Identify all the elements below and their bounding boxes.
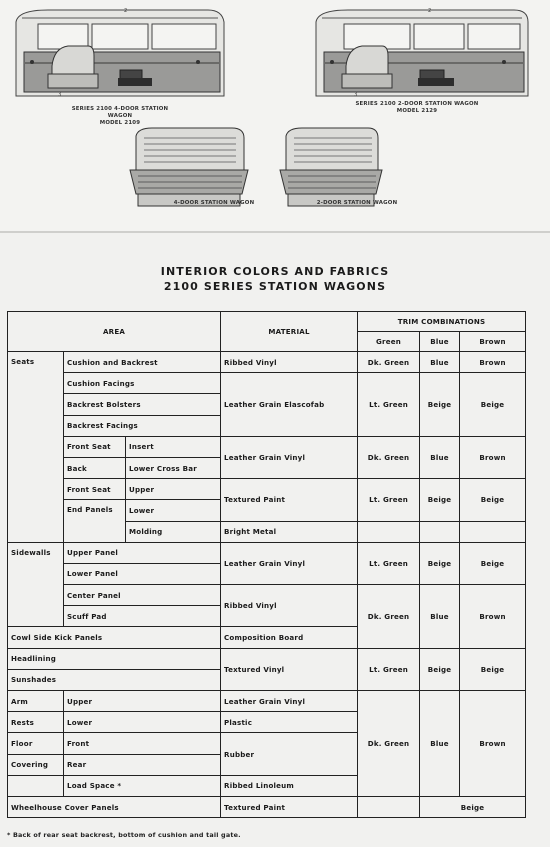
area-arm: Arm [8, 691, 64, 712]
area-sunshades: Sunshades [8, 669, 221, 690]
area-front-seat: Front Seat [64, 436, 126, 457]
area-arm-lower: Lower [64, 712, 221, 733]
material-cell: Leather Grain Elascofab [221, 373, 358, 437]
table-row [8, 352, 526, 373]
section-divider [0, 231, 550, 233]
material-cell: Textured Paint [221, 479, 358, 521]
seat-4door-caption: 4-DOOR STATION WAGON [173, 200, 255, 206]
trim-brown: Beige [460, 542, 526, 584]
header-material: MATERIAL [221, 312, 358, 352]
area-rests: Rests [8, 712, 64, 733]
title-line1: INTERIOR COLORS AND FABRICS [160, 265, 390, 278]
trim-blue: Beige [420, 648, 460, 690]
material-cell: Bright Metal [221, 521, 358, 542]
area-end-panels: End Panels [64, 500, 126, 542]
header-green: Green [358, 332, 420, 352]
material-cell: Ribbed Vinyl [221, 352, 358, 373]
area-insert: Insert [126, 436, 221, 457]
area-cowl-side-kick-panels: Cowl Side Kick Panels [8, 627, 221, 648]
trim-blue: Beige [420, 373, 460, 437]
trim-brown [460, 521, 526, 542]
svg-text:3: 3 [354, 92, 358, 98]
header-blue: Blue [420, 332, 460, 352]
trim-green: Dk. Green [358, 691, 420, 797]
trim-green: Lt. Green [358, 373, 420, 437]
area-headlining: Headlining [8, 648, 221, 669]
table-header-row [8, 312, 526, 332]
area-cushion-facings: Cushion Facings [64, 373, 221, 394]
area-arm-upper: Upper [64, 691, 221, 712]
trim-green: Lt. Green [358, 479, 420, 521]
material-cell: Textured Paint [221, 796, 358, 817]
interior-colors-table [7, 311, 526, 818]
area-cushion-backrest: Cushion and Backrest [64, 352, 221, 373]
table-row [8, 436, 526, 457]
material-cell: Leather Grain Vinyl [221, 436, 358, 478]
area-backrest-facings: Backrest Facings [64, 415, 221, 436]
table-row [8, 585, 526, 606]
trim-brown: Brown [460, 585, 526, 649]
trim-green: Dk. Green [358, 352, 420, 373]
wagon-4door-illustration [8, 4, 230, 104]
table-row [8, 542, 526, 563]
wagon-2door-caption-line1: SERIES 2100 2-DOOR STATION WAGON [355, 101, 479, 107]
trim-green: Lt. Green [358, 648, 420, 690]
svg-text:3: 3 [58, 92, 62, 98]
wagon-2door-caption-line2: MODEL 2129 [396, 108, 438, 114]
title-line2: 2100 SERIES STATION WAGONS [163, 280, 387, 293]
trim-blue: Blue [420, 352, 460, 373]
area-empty [8, 775, 64, 796]
trim-brown: Beige [460, 373, 526, 437]
trim-blue: Beige [420, 479, 460, 521]
table-row [8, 648, 526, 669]
seat-2door-caption: 2-DOOR STATION WAGON [316, 200, 398, 206]
wagon-4door-caption-line1: SERIES 2100 4-DOOR STATION WAGON [71, 106, 169, 119]
area-backrest-bolsters: Backrest Bolsters [64, 394, 221, 415]
material-cell: Composition Board [221, 627, 358, 648]
header-area: AREA [8, 312, 221, 352]
area-covering: Covering [8, 754, 64, 775]
trim-brown: Brown [460, 352, 526, 373]
trim-blue: Beige [420, 542, 460, 584]
area-lower-cross-bar: Lower Cross Bar [126, 457, 221, 478]
svg-text:2: 2 [124, 8, 128, 14]
svg-text:2: 2 [428, 8, 432, 14]
trim-blue [420, 521, 460, 542]
material-cell: Leather Grain Vinyl [221, 691, 358, 712]
trim-blue: Blue [420, 436, 460, 478]
area-back: Back [64, 457, 126, 478]
area-upper: Upper [126, 479, 221, 500]
trim-green: Dk. Green [358, 436, 420, 478]
wagon-4door-caption-line2: MODEL 2109 [99, 120, 141, 126]
wagon-2door-caption [352, 101, 482, 115]
trim-green: Dk. Green [358, 585, 420, 649]
material-cell: Ribbed Vinyl [221, 585, 358, 627]
table-row [8, 796, 526, 817]
area-upper-panel: Upper Panel [64, 542, 221, 563]
material-cell: Leather Grain Vinyl [221, 542, 358, 584]
area-center-panel: Center Panel [64, 585, 221, 606]
footnote: * Back of rear seat backrest, bottom of cushion and tail gate. [7, 831, 241, 839]
header-brown: Brown [460, 332, 526, 352]
area-front-seat: Front Seat [64, 479, 126, 500]
table-row [8, 691, 526, 712]
trim-brown: Beige [460, 648, 526, 690]
trim-blue-brown: Beige [420, 796, 526, 817]
area-front: Front [64, 733, 221, 754]
trim-green [358, 796, 420, 817]
trim-brown: Brown [460, 691, 526, 797]
material-cell: Textured Vinyl [221, 648, 358, 690]
area-floor: Floor [8, 733, 64, 754]
trim-green [358, 521, 420, 542]
material-cell: Rubber [221, 733, 358, 775]
trim-blue: Blue [420, 691, 460, 797]
area-rear: Rear [64, 754, 221, 775]
area-lower-panel: Lower Panel [64, 563, 221, 584]
material-cell: Ribbed Linoleum [221, 775, 358, 796]
trim-brown: Brown [460, 436, 526, 478]
trim-green: Lt. Green [358, 542, 420, 584]
trim-brown: Beige [460, 479, 526, 521]
area-wheelhouse-cover-panels: Wheelhouse Cover Panels [8, 796, 221, 817]
area-sidewalls: Sidewalls [8, 542, 64, 627]
trim-blue: Blue [420, 585, 460, 649]
area-scuff-pad: Scuff Pad [64, 606, 221, 627]
area-seats: Seats [8, 352, 64, 543]
table-row [8, 479, 526, 500]
area-molding: Molding [126, 521, 221, 542]
table-row [8, 373, 526, 394]
area-lower: Lower [126, 500, 221, 521]
wagon-2door-illustration [308, 4, 534, 104]
header-trim-combinations: TRIM COMBINATIONS [358, 312, 526, 332]
area-load-space: Load Space * [64, 775, 221, 796]
material-cell: Plastic [221, 712, 358, 733]
